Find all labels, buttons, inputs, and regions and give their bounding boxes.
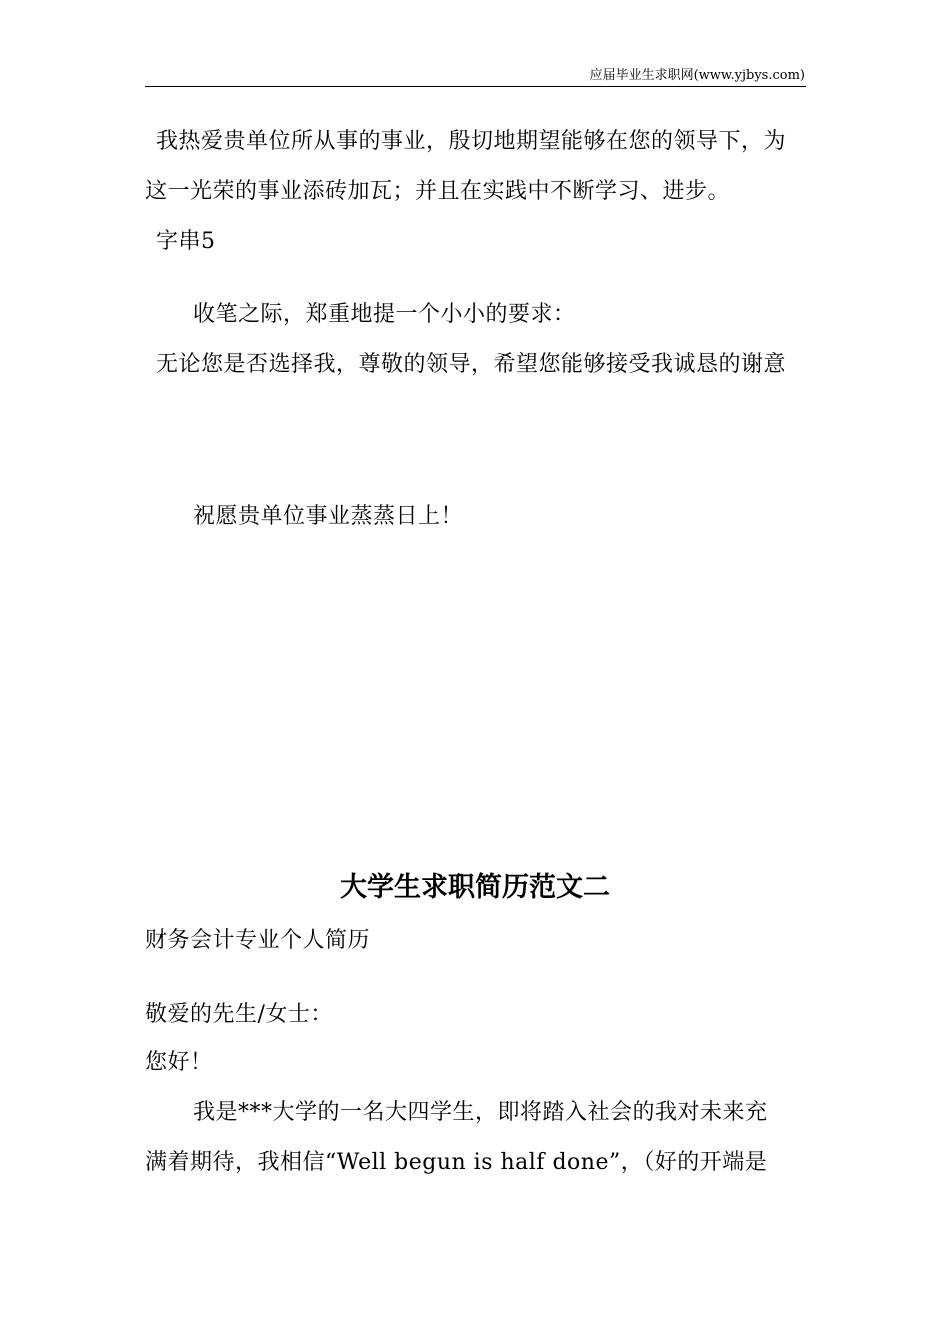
- paragraph-line: 我热爱贵单位所从事的事业，殷切地期望能够在您的领导下，为: [156, 129, 787, 154]
- paragraph-line: 祝愿贵单位事业蒸蒸日上！: [193, 504, 464, 529]
- section-title: 大学生求职简历范文二: [340, 872, 610, 903]
- paragraph-line: 满着期待，我相信“Well begun is half done”，（好的开端是: [145, 1150, 768, 1175]
- paragraph-line: 我是***大学的一名大四学生，即将踏入社会的我对未来充: [193, 1100, 768, 1125]
- paragraph-line: 敬爱的先生/女士：: [145, 1002, 333, 1027]
- paragraph-line: 您好！: [145, 1050, 213, 1075]
- page-header-site: 应届毕业生求职网(www.yjbys.com): [589, 68, 805, 83]
- paragraph-line: 收笔之际，郑重地提一个小小的要求：: [193, 302, 576, 327]
- paragraph-line: 这一光荣的事业添砖加瓦；并且在实践中不断学习、进步。: [145, 179, 731, 204]
- header-divider: [145, 86, 806, 87]
- paragraph-line: 字串5: [156, 229, 216, 254]
- paragraph-line: 无论您是否选择我，尊敬的领导，希望您能够接受我诚恳的谢意: [156, 352, 787, 377]
- paragraph-line: 财务会计专业个人简历: [145, 928, 371, 953]
